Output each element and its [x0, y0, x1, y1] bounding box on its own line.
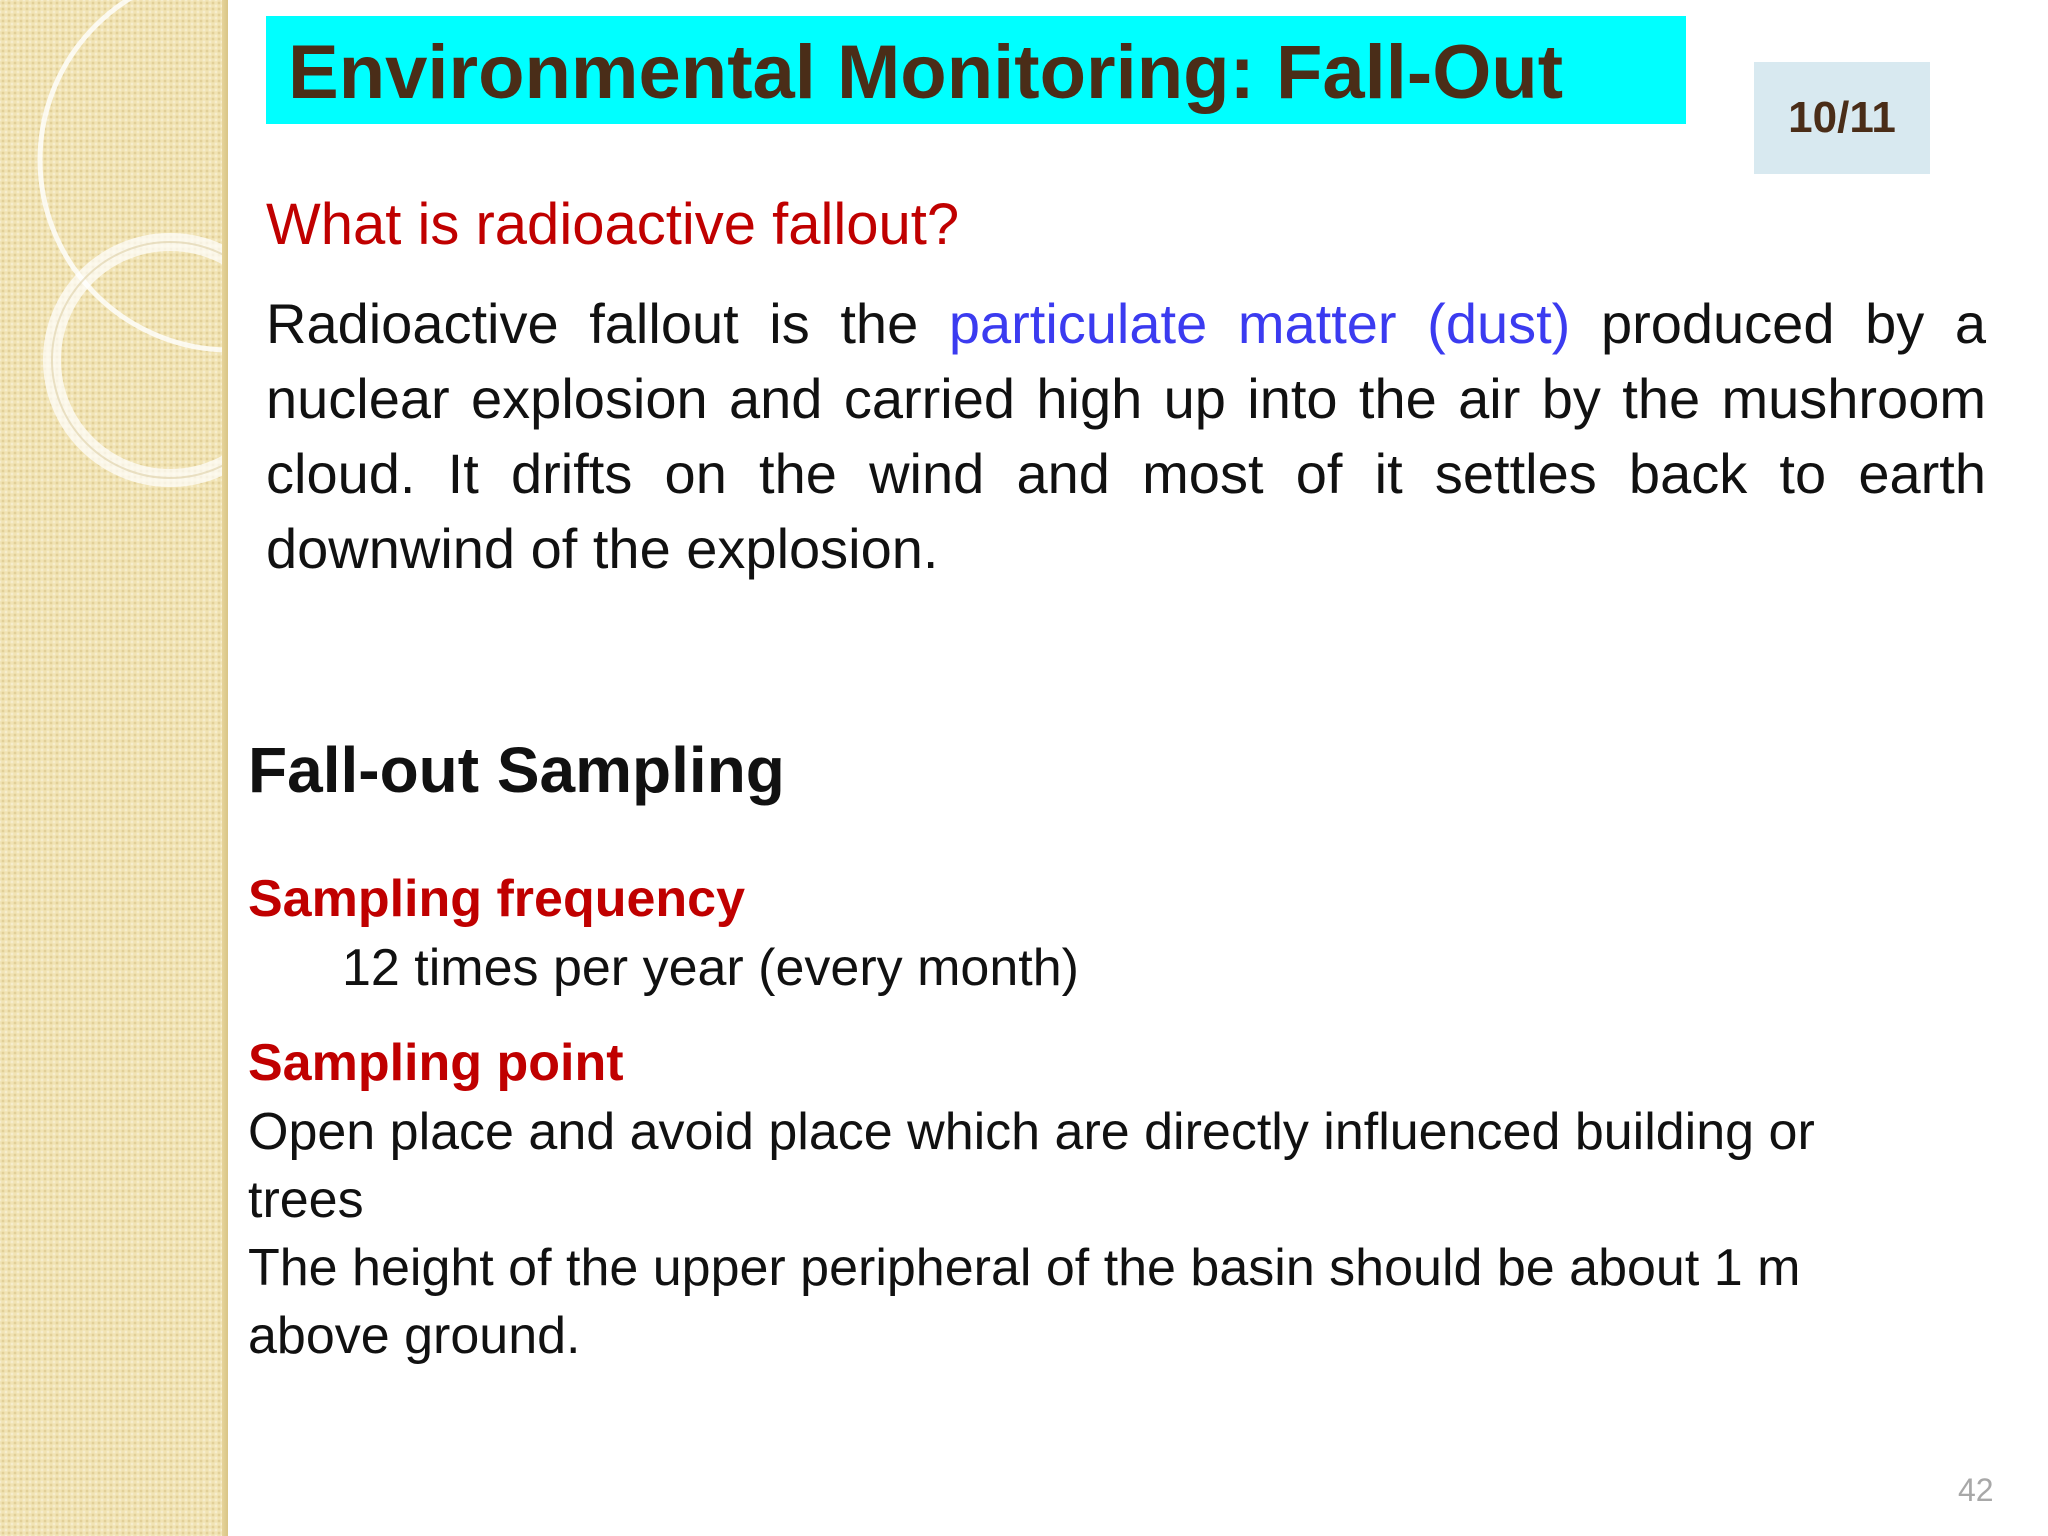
slide-title: Environmental Monitoring: Fall-Out	[288, 30, 1564, 115]
definition-paragraph	[266, 286, 1986, 586]
sampling-point-line: Open place and avoid place which are directly influenced building or	[248, 1103, 1815, 1161]
slide-progress-badge: 10/11	[1754, 62, 1930, 174]
definition-text-start: Radioactive fallout is the	[266, 292, 949, 355]
section-heading: Fall-out Sampling	[248, 734, 785, 806]
decorative-sidebar	[0, 0, 228, 1536]
decorative-rings-graphic	[0, 0, 228, 1536]
sampling-point-line: above ground.	[248, 1307, 581, 1365]
page-number: 42	[1958, 1472, 1994, 1508]
sampling-frequency-text: 12 times per year (every month)	[342, 939, 1079, 997]
highlighted-term: particulate matter (dust)	[948, 292, 1571, 355]
question-heading: What is radioactive fallout?	[266, 192, 960, 257]
sampling-point-line: The height of the upper peripheral of the basin should be about 1 m	[248, 1239, 1801, 1297]
sampling-frequency-heading: Sampling frequency	[248, 870, 745, 928]
sidebar-edge	[222, 0, 228, 1536]
sampling-point-heading: Sampling point	[248, 1034, 624, 1092]
definition-text-end: produced by a nuclear explosion and carried high up into the air by the mushroom cloud. It drifts on the wind and most of it settles back to earth downwind of the explosion.	[266, 292, 1987, 580]
sampling-point-line: trees	[248, 1171, 364, 1229]
